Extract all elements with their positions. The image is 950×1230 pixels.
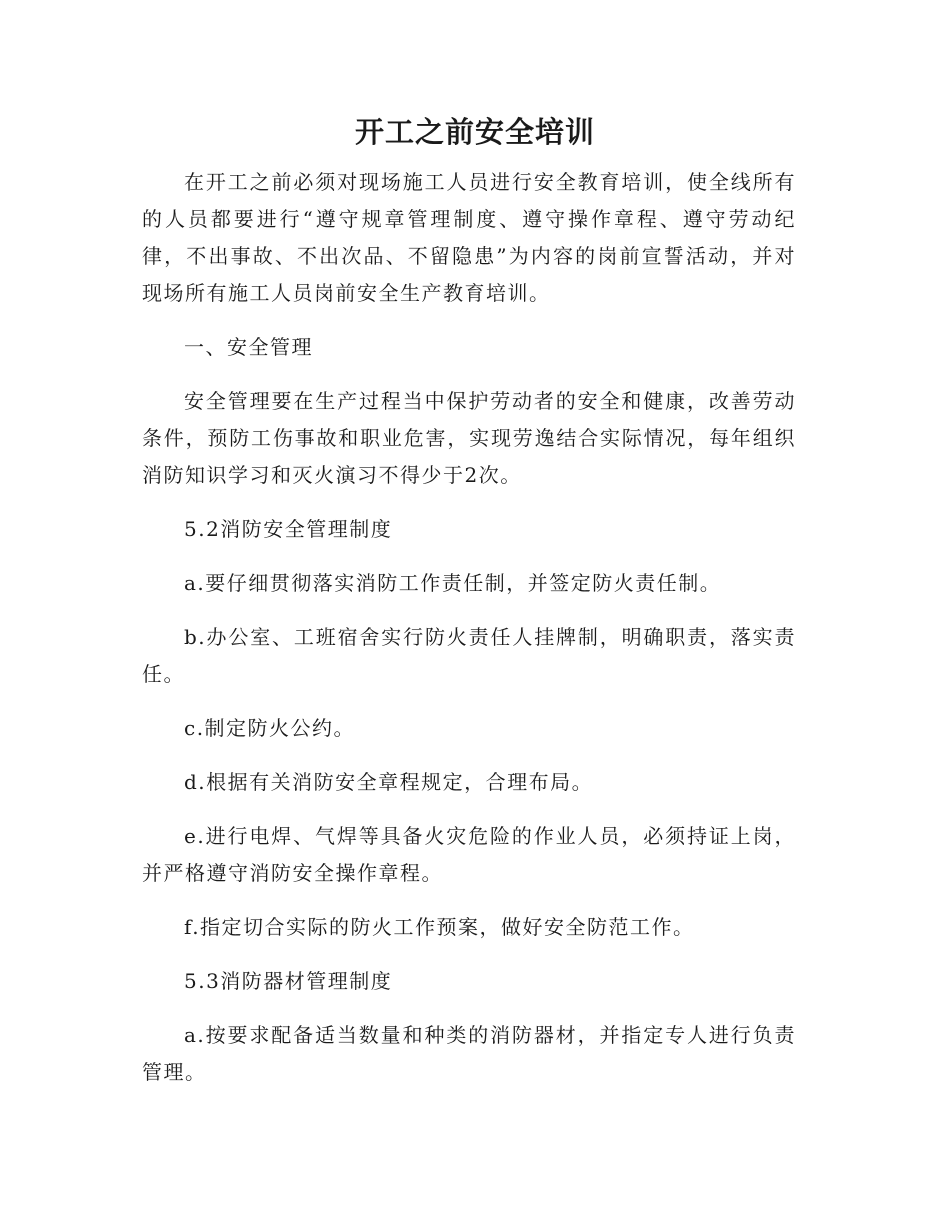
- fire-safety-item-a: a.要仔细贯彻落实消防工作责任制，并签定防火责任制。: [184, 571, 722, 595]
- fire-safety-item-e: e.进行电焊、气焊等具备火灾危险的作业人员，必须持证上岗，并严格遵守消防安全操作章程。: [142, 824, 796, 885]
- document-title: 开工之前安全培训: [354, 115, 595, 149]
- fire-equipment-item-a: a.按要求配备适当数量和种类的消防器材，并指定专人进行负责管理。: [142, 1023, 796, 1084]
- safety-management-paragraph: 安全管理要在生产过程当中保护劳动者的安全和健康，改善劳动条件，预防工伤事故和职业危害，实现劳逸结合实际情况，每年组织消防知识学习和灭火演习不得少于2次。: [142, 389, 796, 487]
- fire-safety-item-c: c.制定防火公约。: [184, 716, 356, 740]
- fire-safety-item-d: d.根据有关消防安全章程规定，合理布局。: [184, 770, 594, 794]
- section-heading-fire-equipment-system: 5.3消防器材管理制度: [184, 969, 393, 993]
- intro-paragraph: 在开工之前必须对现场施工人员进行安全教育培训，使全线所有的人员都要进行“遵守规章管理制度、遵守操作章程、遵守劳动纪律，不出事故、不出次品、不留隐患”为内容的岗前宣誓活动，并对现场所有施工人员岗前安全生产教育培训。: [142, 170, 796, 305]
- fire-safety-item-b: b.办公室、工班宿舍实行防火责任人挂牌制，明确职责，落实责任。: [142, 625, 796, 686]
- document-body: [142, 164, 796, 1108]
- section-heading-safety-management: 一、安全管理: [184, 335, 313, 359]
- section-heading-fire-safety-system: 5.2消防安全管理制度: [184, 517, 393, 541]
- fire-safety-item-f: f.指定切合实际的防火工作预案，做好安全防范工作。: [184, 915, 695, 939]
